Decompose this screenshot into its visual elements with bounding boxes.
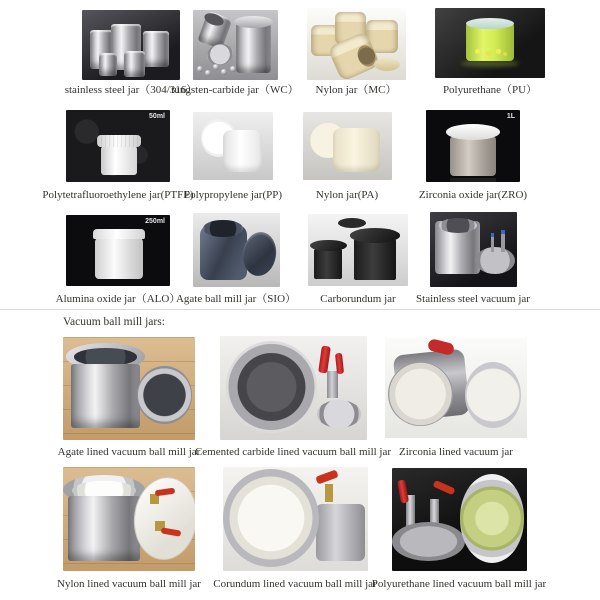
product-caption: Zirconia lined vacuum jar bbox=[399, 446, 513, 458]
corundum-lined-jar-face bbox=[223, 469, 319, 567]
zro-jar-body bbox=[450, 136, 495, 176]
jar-lid-back bbox=[338, 218, 366, 228]
product-photo-alo-jar bbox=[66, 215, 170, 286]
media-ball bbox=[496, 49, 501, 54]
zirconia-lining-face bbox=[388, 362, 453, 426]
product-photo-stainless-vacuum-jar bbox=[430, 212, 517, 287]
jar-opening bbox=[439, 218, 477, 233]
sic-jar-body bbox=[354, 239, 396, 281]
jar-reflection bbox=[450, 178, 495, 182]
product-caption: Nylon jar(PA) bbox=[315, 189, 379, 201]
product-caption: stainless steel jar（304/316） bbox=[64, 84, 198, 96]
valve-stem bbox=[327, 371, 337, 398]
section-divider bbox=[0, 309, 600, 310]
product-photo-corundum-lined-vacuum-jar bbox=[223, 467, 368, 571]
flange-lid-plate bbox=[475, 247, 515, 274]
volume-badge: 250ml bbox=[145, 218, 165, 225]
sic-jar-lid bbox=[350, 228, 400, 242]
product-photo-agate-lined-vacuum-jar bbox=[63, 337, 195, 440]
sic-jar-body bbox=[314, 249, 342, 279]
valve-red-handle bbox=[318, 346, 330, 374]
volume-badge: 1L bbox=[506, 113, 515, 120]
ptfe-jar-lid bbox=[97, 135, 141, 148]
product-caption: Carborundum jar bbox=[320, 293, 396, 305]
valve-brass-body bbox=[325, 484, 334, 503]
steel-jar-shape bbox=[124, 51, 145, 76]
product-caption: Zirconia oxide jar(ZRO) bbox=[418, 189, 528, 201]
valve-red-handle bbox=[335, 352, 344, 373]
product-caption: Nylon jar（MC） bbox=[315, 84, 397, 96]
jar-body bbox=[68, 496, 139, 560]
product-photo-pu-lined-vacuum-jar bbox=[392, 468, 527, 571]
steel-jar-shape bbox=[99, 53, 118, 75]
pp-jar-body bbox=[223, 130, 261, 172]
product-caption: Agate ball mill jar（SIO） bbox=[175, 293, 297, 305]
lid-base-body bbox=[316, 504, 365, 560]
product-photo-zro-jar bbox=[426, 110, 520, 182]
steel-jar-shape bbox=[143, 31, 169, 67]
product-caption: Cemented carbide lined vacuum ball mill jar bbox=[194, 446, 392, 458]
product-caption: Stainless steel vacuum jar bbox=[416, 293, 530, 305]
flange-lid-disc bbox=[465, 362, 522, 428]
lid-disc bbox=[374, 58, 400, 71]
product-photo-pa-jar bbox=[303, 112, 392, 180]
steel-ball bbox=[197, 66, 203, 72]
product-caption: Polytetrafluoroethylene jar(PTFE) bbox=[42, 189, 194, 201]
media-ball bbox=[475, 49, 480, 54]
product-caption: tungsten-carbide jar（WC） bbox=[171, 84, 299, 96]
product-photo-agate-jar bbox=[193, 213, 280, 287]
steel-ball bbox=[221, 69, 227, 75]
product-caption: Polypropylene jar(PP) bbox=[183, 189, 283, 201]
product-photo-nylon-lined-vacuum-jar bbox=[63, 467, 195, 571]
valve-stem bbox=[491, 233, 494, 252]
product-photo-zirconia-lined-vacuum-jar bbox=[385, 338, 527, 438]
product-photo-nylon-mc-jar bbox=[307, 8, 406, 80]
pa-jar-body bbox=[333, 128, 379, 172]
flange-lid-plate bbox=[392, 522, 465, 561]
product-photo-polyurethane-jar bbox=[435, 8, 545, 78]
pu-lined-jar-face bbox=[460, 474, 525, 563]
jar-lid-top bbox=[466, 18, 514, 29]
product-photo-stainless-steel-jar bbox=[82, 10, 180, 80]
flange-lid-disc bbox=[137, 366, 192, 424]
valve-red-handle bbox=[432, 480, 455, 495]
alo-jar-body bbox=[95, 238, 143, 279]
product-photo-pp-jar bbox=[193, 112, 273, 180]
product-caption: Polyurethane（PU） bbox=[442, 84, 538, 96]
product-caption: Polyurethane lined vacuum ball mill jar bbox=[371, 578, 547, 590]
product-caption: Alumina oxide jar（ALO） bbox=[55, 293, 181, 305]
volume-badge: 50ml bbox=[149, 113, 165, 120]
product-photo-carbide-lined-vacuum-jar bbox=[220, 336, 367, 440]
steel-ball bbox=[230, 66, 236, 72]
product-photo-tungsten-carbide-jar bbox=[193, 10, 278, 80]
valve-stem bbox=[501, 230, 504, 252]
steel-ball bbox=[213, 64, 219, 70]
valve-red-handle bbox=[397, 480, 409, 504]
steel-ball bbox=[205, 70, 211, 76]
ptfe-jar-body bbox=[101, 146, 136, 175]
jar-lid-top bbox=[234, 16, 273, 29]
jar-lid-top bbox=[93, 229, 145, 239]
lid-base-disc bbox=[317, 400, 361, 427]
product-caption: Agate lined vacuum ball mill jar bbox=[57, 446, 201, 458]
product-caption: Corundum lined vacuum ball mill jar bbox=[213, 578, 377, 590]
carbide-lined-jar-face bbox=[226, 341, 317, 433]
product-photo-carborundum-jar bbox=[308, 214, 408, 286]
vacuum-section-label: Vacuum ball mill jars: bbox=[63, 316, 165, 328]
jar-body bbox=[71, 364, 140, 428]
product-caption: Nylon lined vacuum ball mill jar bbox=[57, 578, 201, 590]
product-photo-ptfe-jar bbox=[66, 110, 170, 182]
